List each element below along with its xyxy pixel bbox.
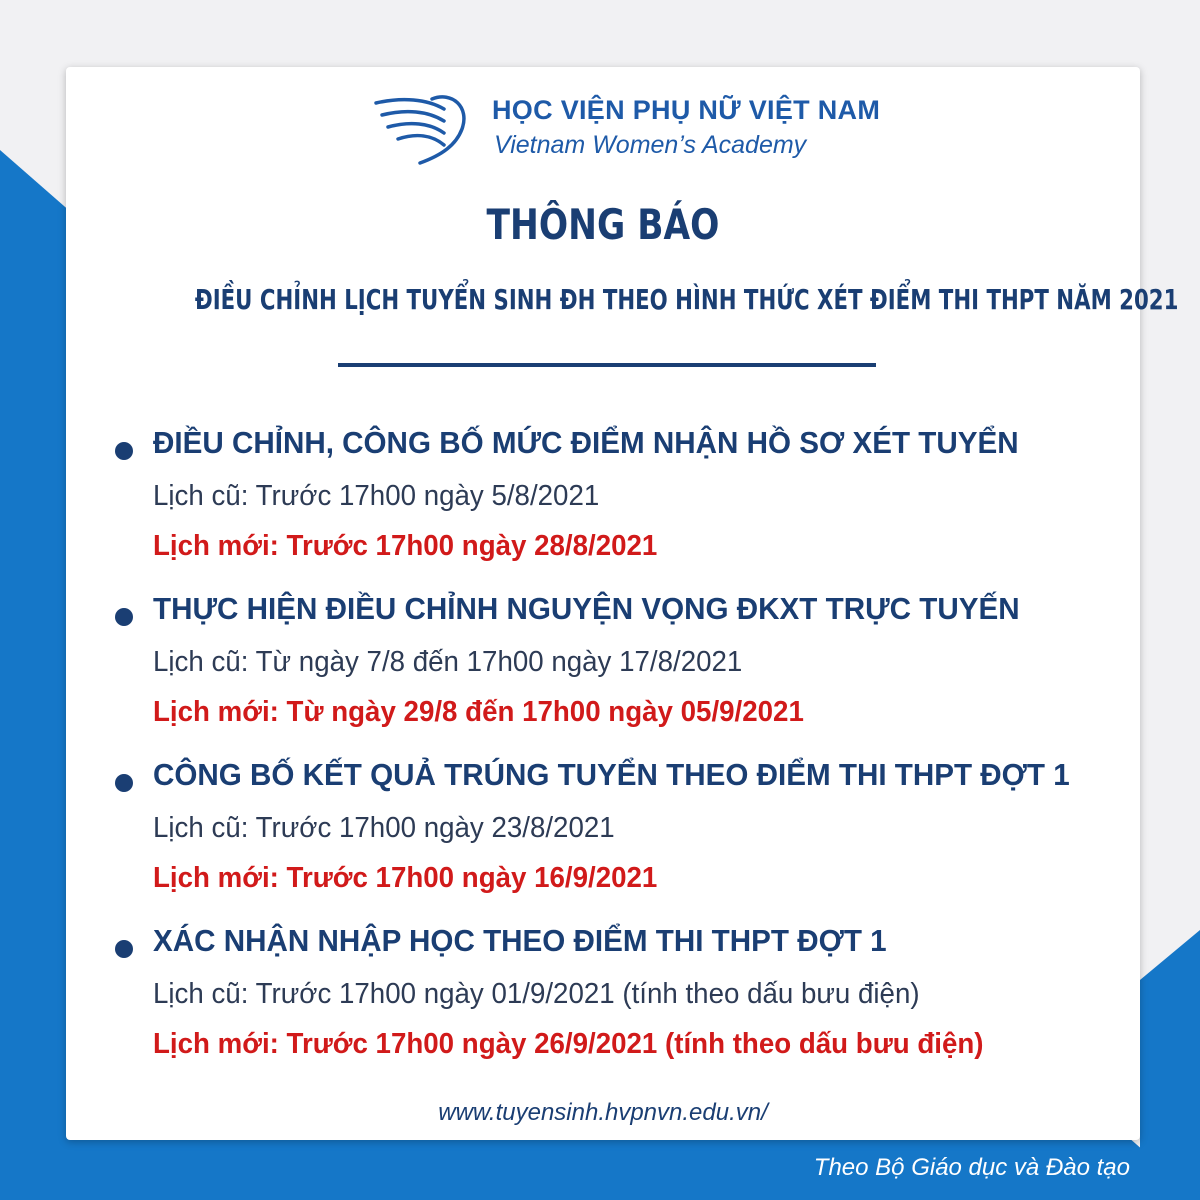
new-schedule: Lịch mới: Từ ngày 29/8 đến 17h00 ngày 05/9/2021 (153, 696, 804, 728)
schedule-list (66, 427, 1140, 1091)
schedule-item (66, 759, 1140, 925)
bullet-icon (115, 608, 133, 626)
notice-card (66, 67, 1179, 1140)
title-divider (338, 363, 876, 367)
schedule-item (66, 925, 1140, 1091)
source-credit: Theo Bộ Giáo dục và Đào tạo (813, 1154, 1130, 1181)
bullet-icon (115, 774, 133, 792)
schedule-heading: CÔNG BỐ KẾT QUẢ TRÚNG TUYỂN THEO ĐIỂM THI THPT ĐỢT 1 (153, 757, 1070, 792)
notice-subtitle: ĐIỀU CHỈNH LỊCH TUYỂN SINH ĐH THEO HÌNH THỨC XÉT ĐIỂM THI THPT NĂM 2021 (194, 283, 1179, 316)
bullet-icon (115, 442, 133, 460)
old-schedule: Lịch cũ: Trước 17h00 ngày 23/8/2021 (153, 812, 615, 844)
old-schedule: Lịch cũ: Trước 17h00 ngày 5/8/2021 (153, 480, 600, 512)
new-schedule: Lịch mới: Trước 17h00 ngày 26/9/2021 (tính theo dấu bưu điện) (153, 1028, 984, 1060)
bullet-icon (115, 940, 133, 958)
dove-logo-icon (372, 93, 472, 165)
academy-logo (372, 89, 881, 169)
schedule-item (66, 593, 1140, 759)
schedule-heading: XÁC NHẬN NHẬP HỌC THEO ĐIỂM THI THPT ĐỢT 1 (153, 923, 887, 958)
schedule-item (66, 427, 1140, 593)
academy-name: HỌC VIỆN PHỤ NỮ VIỆT NAM (492, 95, 881, 125)
new-schedule: Lịch mới: Trước 17h00 ngày 16/9/2021 (153, 862, 658, 894)
old-schedule: Lịch cũ: Từ ngày 7/8 đến 17h00 ngày 17/8/2021 (153, 646, 743, 678)
website-link[interactable]: www.tuyensinh.hvpnvn.edu.vn/ (438, 1099, 768, 1126)
notice-title: THÔNG BÁO (486, 200, 720, 249)
academy-english-name: Vietnam Women’s Academy (494, 131, 807, 159)
old-schedule: Lịch cũ: Trước 17h00 ngày 01/9/2021 (tính theo dấu bưu điện) (153, 978, 920, 1010)
schedule-heading: THỰC HIỆN ĐIỀU CHỈNH NGUYỆN VỌNG ĐKXT TRỰC TUYẾN (153, 591, 1020, 626)
schedule-heading: ĐIỀU CHỈNH, CÔNG BỐ MỨC ĐIỂM NHẬN HỒ SƠ XÉT TUYỂN (153, 425, 1019, 460)
new-schedule: Lịch mới: Trước 17h00 ngày 28/8/2021 (153, 530, 658, 562)
